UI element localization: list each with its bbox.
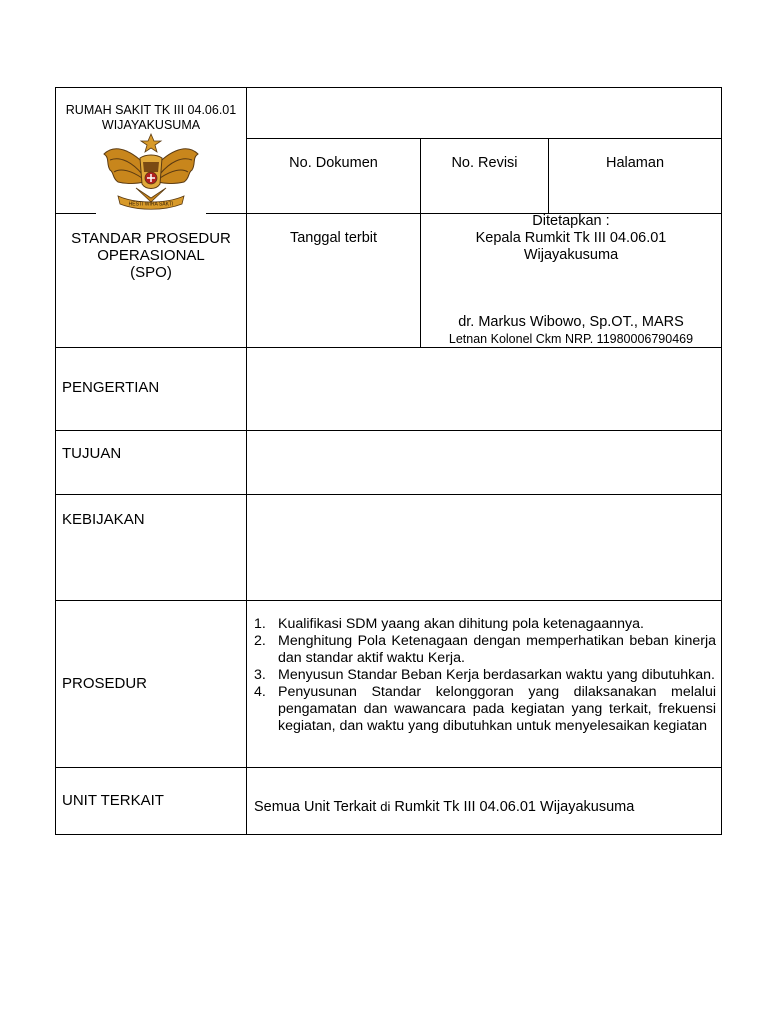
- halaman-label: Halaman: [605, 155, 665, 171]
- tanggal-terbit-label: Tanggal terbit: [289, 230, 378, 246]
- table-border: [246, 87, 247, 835]
- prosedur-label: PROSEDUR: [62, 675, 148, 692]
- table-border: [548, 138, 549, 214]
- prosedur-item: 4. Penyusunan Standar kelonggoran yang dilaksanakan melalui pengamatan dan wawancara pada kegiatan yang terkait, frekuensi kegiatan, dan waktu yang dibutuhkan untuk menyelesaikan kegiatan: [254, 684, 716, 734]
- prosedur-item: 2. Menghitung Pola Ketenagaan dengan memperhatikan beban kinerja dan standar aktif waktu Kerja.: [254, 633, 716, 666]
- table-border: [55, 834, 722, 835]
- table-border: [246, 138, 722, 139]
- table-border: [55, 213, 96, 214]
- unit-terkait-label: UNIT TERKAIT: [62, 792, 164, 809]
- pengertian-label: PENGERTIAN: [62, 379, 160, 396]
- spo-title-line2: OPERASIONAL: [97, 247, 205, 264]
- unit-terkait-part1: Semua Unit Terkait: [254, 799, 377, 815]
- spo-title-line3: (SPO): [130, 264, 172, 281]
- signer-rank: Letnan Kolonel Ckm NRP. 11980006790469: [448, 332, 694, 346]
- table-border: [55, 347, 722, 348]
- table-border: [55, 767, 722, 768]
- prosedur-list: [254, 616, 716, 735]
- signer-position-line1: Kepala Rumkit Tk III 04.06.01: [475, 230, 667, 246]
- table-border: [55, 494, 722, 495]
- unit-terkait-value: [254, 798, 634, 816]
- hospital-city: WIJAYAKUSUMA: [101, 118, 201, 132]
- logo-motto: HESTI WIRA SAKTI: [128, 201, 174, 208]
- kebijakan-label: KEBIJAKAN: [62, 511, 145, 528]
- no-revisi-label: No. Revisi: [451, 155, 518, 171]
- unit-terkait-part3: Rumkit Tk III 04.06.01 Wijayakusuma: [394, 799, 635, 815]
- spo-title-line1: STANDAR PROSEDUR: [71, 230, 231, 247]
- prosedur-item: 3. Menyusun Standar Beban Kerja berdasarkan waktu yang dibutuhkan.: [254, 667, 715, 683]
- unit-terkait-part2: di: [380, 799, 391, 814]
- table-border: [55, 87, 722, 88]
- table-border: [55, 87, 56, 835]
- tujuan-label: TUJUAN: [62, 445, 122, 462]
- prosedur-item: 1. Kualifikasi SDM yaang akan dihitung pola ketenagaannya.: [254, 616, 644, 632]
- ditetapkan-label: Ditetapkan :: [532, 213, 610, 229]
- hospital-emblem-logo: [96, 132, 206, 214]
- no-dokumen-label: No. Dokumen: [289, 155, 378, 171]
- signer-position-line2: Wijayakusuma: [523, 247, 619, 263]
- table-border: [55, 600, 722, 601]
- table-border: [55, 430, 722, 431]
- hospital-name: RUMAH SAKIT TK III 04.06.01: [65, 103, 237, 117]
- signer-name: dr. Markus Wibowo, Sp.OT., MARS: [458, 314, 684, 330]
- table-border: [721, 87, 722, 835]
